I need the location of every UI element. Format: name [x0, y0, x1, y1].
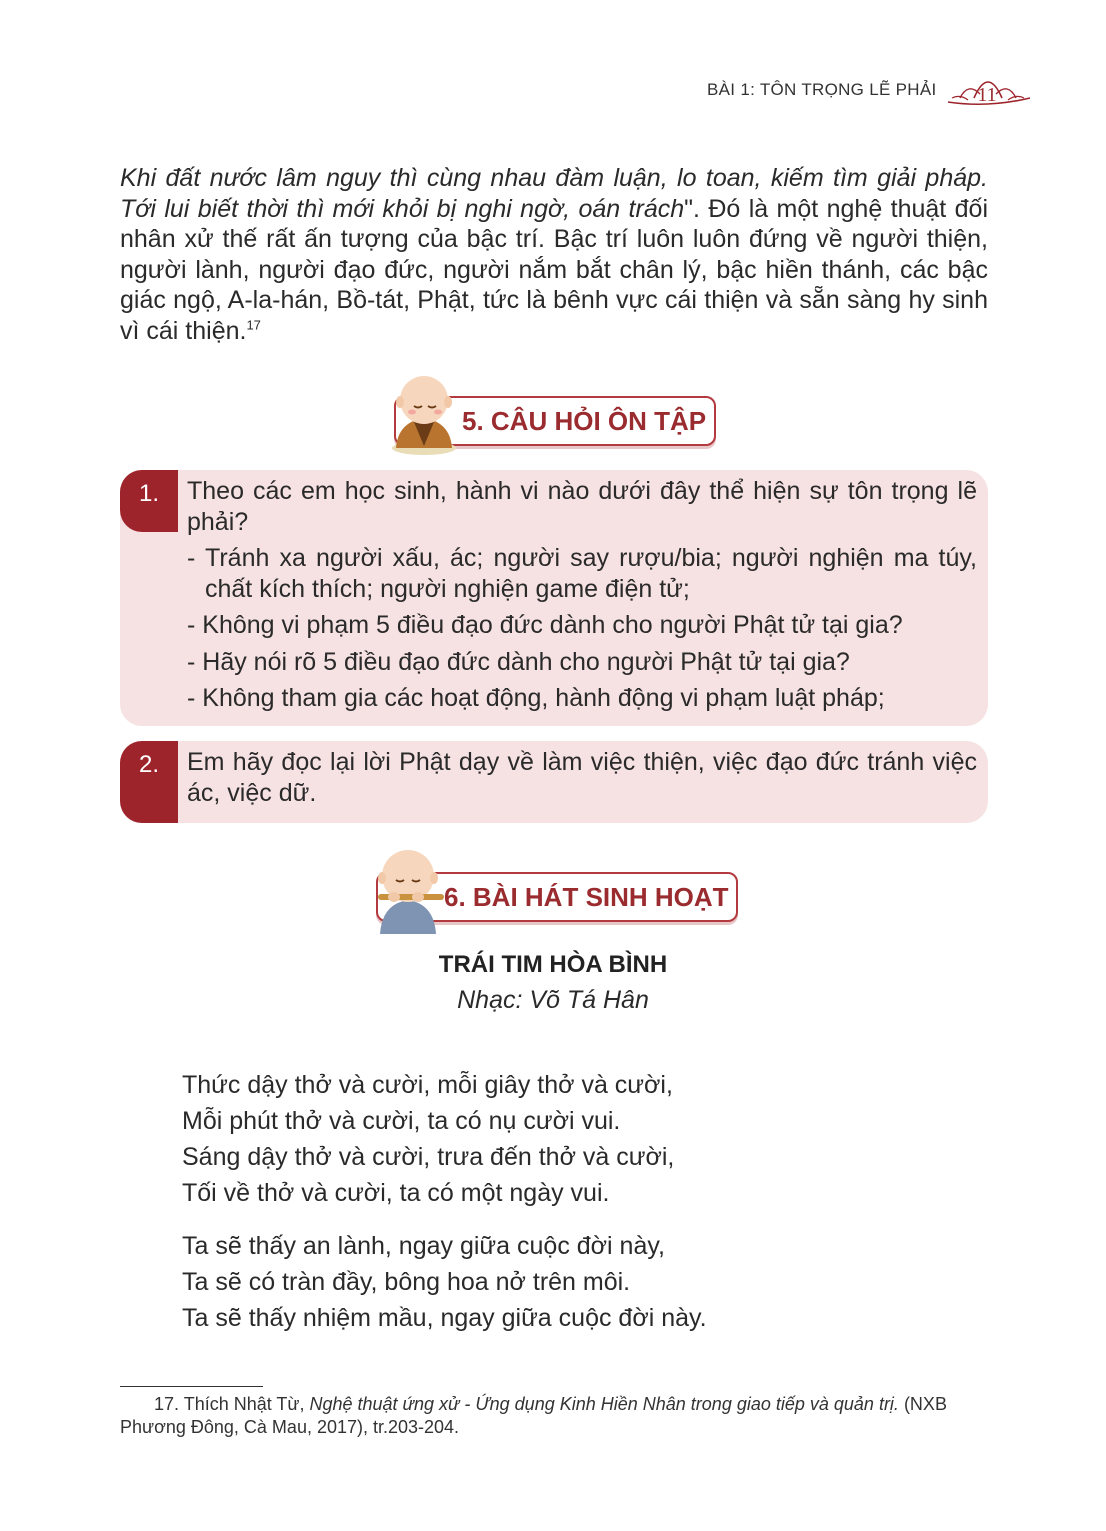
lyric-line: Mỗi phút thở và cười, ta có nụ cười vui. — [182, 1107, 621, 1135]
question-text: Em hãy đọc lại lời Phật dạy về làm việc thiện, việc đạo đức tránh việc ác, việc dữ. — [187, 748, 977, 807]
footnote — [120, 1393, 988, 1439]
lyrics-stanza-1 — [182, 1067, 674, 1211]
running-header: BÀI 1: TÔN TRỌNG LẼ PHẢI — [707, 80, 937, 99]
section-5-title: 5. CÂU HỎI ÔN TẬP — [394, 396, 716, 446]
list-item: - Không vi phạm 5 điều đạo đức dành cho người Phật tử tại gia? — [187, 611, 903, 639]
monk-flute-icon — [370, 846, 448, 938]
footnote-publisher: (NXB Phương Đông, Cà Mau, 2017), tr.203-204. — [120, 1394, 947, 1437]
question-text: Theo các em học sinh, hành vi nào dưới đây thể hiện sự tôn trọng lẽ phải? — [187, 477, 977, 536]
lyrics-stanza-2 — [182, 1228, 707, 1336]
section-6-title: 6. BÀI HÁT SINH HOẠT — [376, 872, 738, 922]
page-number: 11 — [977, 84, 997, 106]
song-title: TRÁI TIM HÒA BÌNH — [438, 951, 668, 978]
question-card-2 — [120, 741, 988, 823]
intro-paragraph — [120, 163, 988, 346]
song-composer: Nhạc: Võ Tá Hân — [457, 986, 649, 1014]
footnote-divider — [120, 1386, 263, 1387]
lyric-line: Sáng dậy thở và cười, trưa đến thở và cười, — [182, 1143, 675, 1171]
list-item: - Tránh xa người xấu, ác; người say rượu/bia; người nghiện ma túy, chất kích thích; người nghiện game điện tử; — [187, 544, 977, 603]
lyric-line: Ta sẽ có tràn đầy, bông hoa nở trên môi. — [182, 1268, 631, 1296]
lyric-line: Tối về thở và cười, ta có một ngày vui. — [182, 1179, 610, 1207]
list-item: - Không tham gia các hoạt động, hành động vi phạm luật pháp; — [187, 684, 885, 712]
footnote-book-title: Nghệ thuật ứng xử - Ứng dụng Kinh Hiền Nhân trong giao tiếp và quản trị. — [309, 1394, 899, 1414]
section-6-heading — [370, 846, 740, 932]
lyric-line: Ta sẽ thấy nhiệm mầu, ngay giữa cuộc đời này. — [182, 1304, 707, 1332]
lyric-line: Thức dậy thở và cười, mỗi giây thở và cười, — [182, 1071, 673, 1099]
footnote-ref: 17 — [246, 317, 261, 333]
question-number: 2. — [120, 741, 178, 823]
monk-praying-icon — [388, 370, 460, 456]
section-5-heading — [388, 368, 718, 454]
list-item: - Hãy nói rõ 5 điều đạo đức dành cho người Phật tử tại gia? — [187, 647, 850, 676]
intro-italic-quote: Khi đất nước lâm nguy thì cùng nhau đàm luận, lo toan, kiếm tìm giải pháp. Tới lui biết thời thì mới khỏi bị nghi ngờ, oán trách — [120, 164, 988, 223]
question-number: 1. — [120, 470, 178, 532]
question-card-1 — [120, 470, 988, 726]
lyric-line: Ta sẽ thấy an lành, ngay giữa cuộc đời này, — [182, 1232, 665, 1260]
intro-text: ". Đó là một nghệ thuật đối nhân xử thế rất ấn tượng của bậc trí. Bậc trí luôn luôn đứng về người thiện, người lành, người đạo đức, người nắm bắt chân lý, bậc hiền thánh, các bậc giác ngộ, A-la-hán, Bồ-tát, Phật, tức là bênh vực cái thiện và sẵn sàng hy sinh vì cái thiện. — [120, 194, 988, 345]
question-body — [187, 476, 977, 714]
footnote-author: 17. Thích Nhật Từ, — [154, 1394, 310, 1414]
